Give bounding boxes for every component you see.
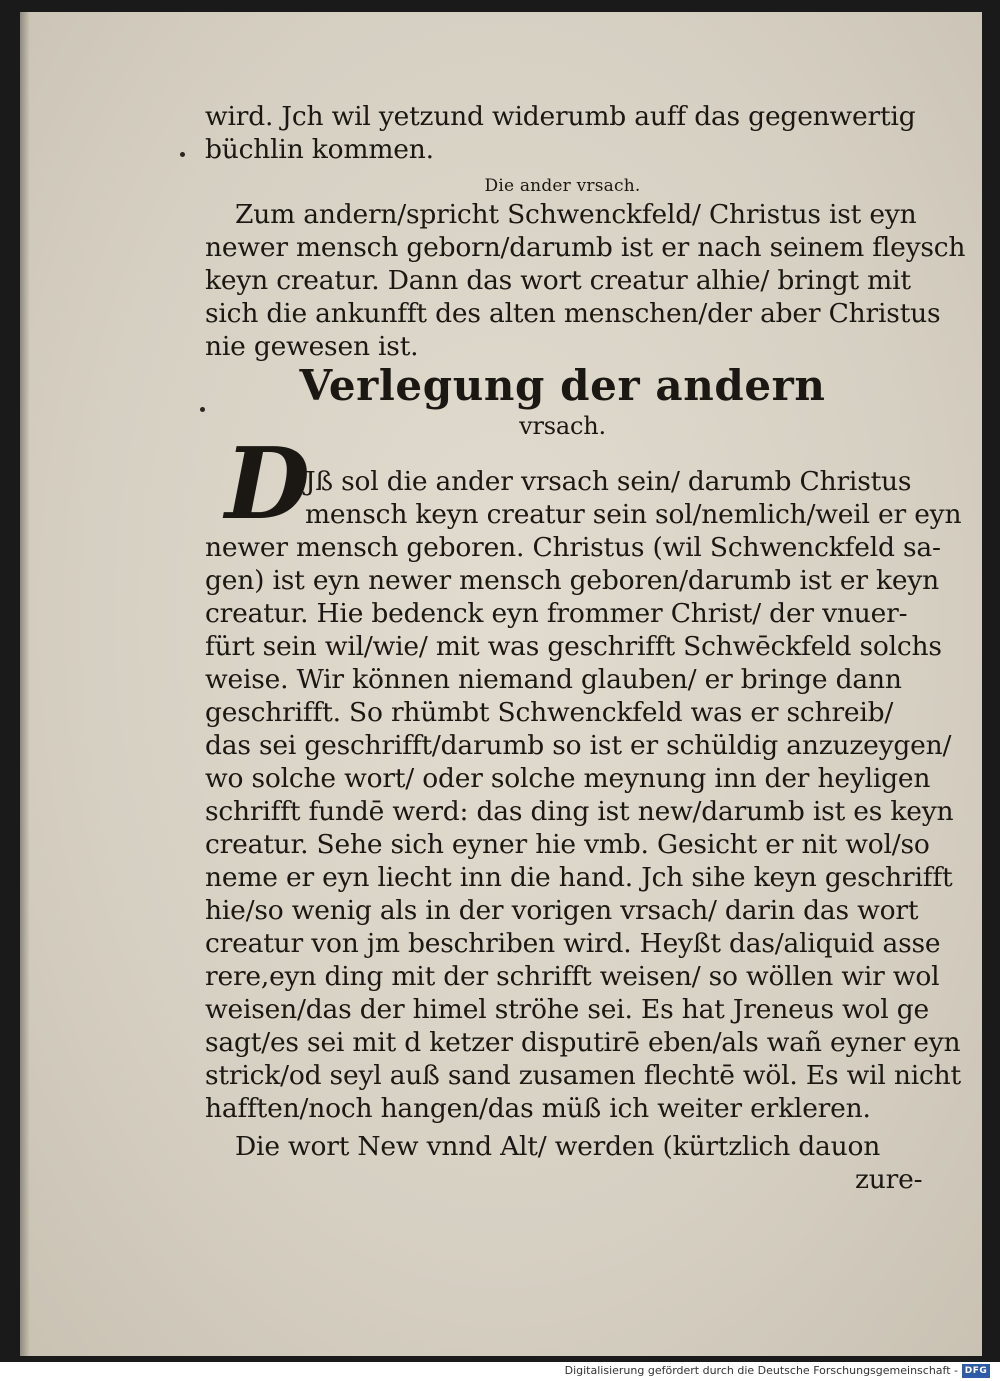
text-line: newer mensch geborn/darumb ist er nach seinem fleysch (205, 232, 966, 263)
text-line: das sei geschrifft/darumb so ist er schüldig anzuzeygen/ (205, 730, 952, 761)
funding-credit-text: Digitalisierung gefördert durch die Deutsche Forschungsgemeinschaft - (564, 1364, 958, 1377)
text-line: mensch keyn creatur sein sol/nemlich/weil er eyn (305, 499, 962, 530)
text-line: Jß sol die ander vrsach sein/ darumb Christus (305, 466, 912, 497)
text-line: newer mensch geboren. Christus (wil Schwenckfeld sa- (205, 532, 941, 563)
text-line: fürt sein wil/wie/ mit was geschrifft Schwēckfeld solchs (205, 631, 942, 662)
text-line: büchlin kommen. (205, 134, 434, 165)
funding-credit-bar (0, 1362, 1000, 1381)
text-line: wird. Jch wil yetzund widerumb auff das gegenwertig (205, 101, 916, 132)
text-line: wo solche wort/ oder solche meynung inn der heyligen (205, 763, 931, 794)
text-line: geschrifft. So rhümbt Schwenckfeld was er schreib/ (205, 697, 894, 728)
text-line: schrifft fundē werd: das ding ist new/darumb ist es keyn (205, 796, 954, 827)
text-line: rere,eyn ding mit der schrifft weisen/ so wöllen wir wol (205, 961, 940, 992)
text-line: creatur. Hie bedenck eyn frommer Christ/ der vnuer- (205, 598, 908, 629)
text-line: keyn creatur. Dann das wort creatur alhie/ bringt mit (205, 265, 911, 296)
ink-speck (180, 152, 185, 157)
section-heading-continued: vrsach. (519, 412, 606, 440)
text-line: weisen/das der himel ströhe sei. Es hat Jreneus wol ge (205, 994, 930, 1025)
text-line: nie gewesen ist. (205, 331, 419, 362)
text-line: creatur von jm beschriben wird. Heyßt das/aliquid asse (205, 928, 941, 959)
text-line: Zum andern/spricht Schwenckfeld/ Christus ist eyn (235, 199, 917, 230)
text-line: gen) ist eyn newer mensch geboren/darumb ist er keyn (205, 565, 940, 596)
page-gutter-shadow (20, 12, 30, 1356)
text-line: neme er eyn liecht inn die hand. Jch sihe keyn geschrifft (205, 862, 953, 893)
text-line: creatur. Sehe sich eyner hie vmb. Gesicht er nit wol/so (205, 829, 930, 860)
decorated-initial: D (225, 427, 310, 542)
text-line: weise. Wir können niemand glauben/ er bringe dann (205, 664, 902, 695)
text-line: strick/od seyl auß sand zusamen flechtē wöl. Es wil nicht (205, 1060, 962, 1091)
text-line: hafften/noch hangen/das müß ich weiter erkleren. (205, 1093, 871, 1124)
dfg-logo: DFG (962, 1364, 990, 1378)
text-line: sagt/es sei mit d ketzer disputirē eben/als wañ eyner eyn (205, 1027, 961, 1058)
text-line: Die wort New vnnd Alt/ werden (kürtzlich dauon (235, 1131, 881, 1162)
text-line: hie/so wenig als in der vorigen vrsach/ darin das wort (205, 895, 919, 926)
subheading: Die ander vrsach. (484, 176, 641, 196)
catchword: zure- (855, 1164, 923, 1195)
section-heading: Verlegung der andern (299, 361, 826, 410)
book-page (20, 12, 982, 1356)
text-line: sich die ankunfft des alten menschen/der aber Christus (205, 298, 941, 329)
